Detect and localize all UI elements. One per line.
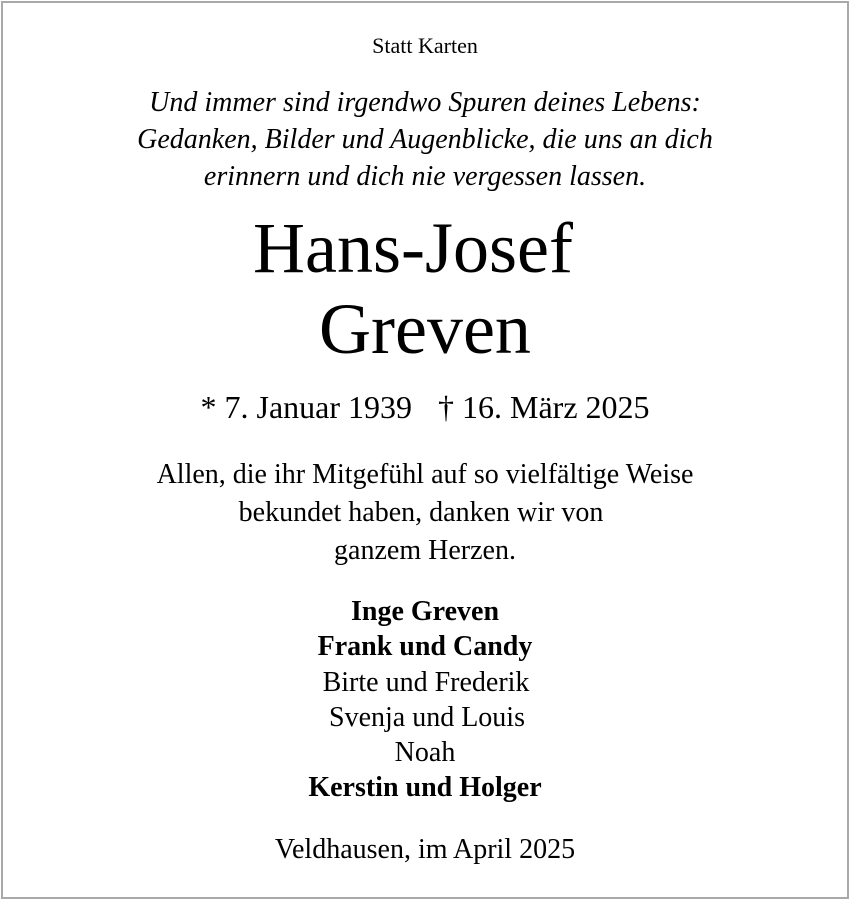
deceased-last-name: Greven <box>319 289 531 369</box>
mourner-name: Kerstin und Holger <box>308 772 542 803</box>
place-and-date: Veldhausen, im April 2025 <box>274 834 576 865</box>
thanks-line: ganzem Herzen. <box>334 535 516 566</box>
mourner-name: Noah <box>394 737 456 768</box>
poem-line: Gedanken, Bilder und Augenblicke, die uns an dich <box>137 124 713 155</box>
birth-date: * 7. Januar 1939 <box>200 389 412 425</box>
poem-line: erinnern und dich nie vergessen lassen. <box>203 161 647 192</box>
mourner-name: Svenja und Louis <box>329 702 525 733</box>
notice-header: Statt Karten <box>372 33 478 58</box>
mourner-name: Birte und Frederik <box>322 667 530 698</box>
deceased-first-name: Hans-Josef <box>253 208 573 288</box>
life-dates <box>0 387 850 427</box>
mourner-name: Frank und Candy <box>317 631 533 662</box>
mourner-name: Inge Greven <box>350 596 500 627</box>
thanks-line: Allen, die ihr Mitgefühl auf so vielfältige Weise <box>156 459 694 490</box>
thanks-line: bekundet haben, danken wir von <box>238 497 604 528</box>
poem-line: Und immer sind irgendwo Spuren deines Lebens: <box>149 87 701 118</box>
death-date: † 16. März 2025 <box>438 389 650 425</box>
